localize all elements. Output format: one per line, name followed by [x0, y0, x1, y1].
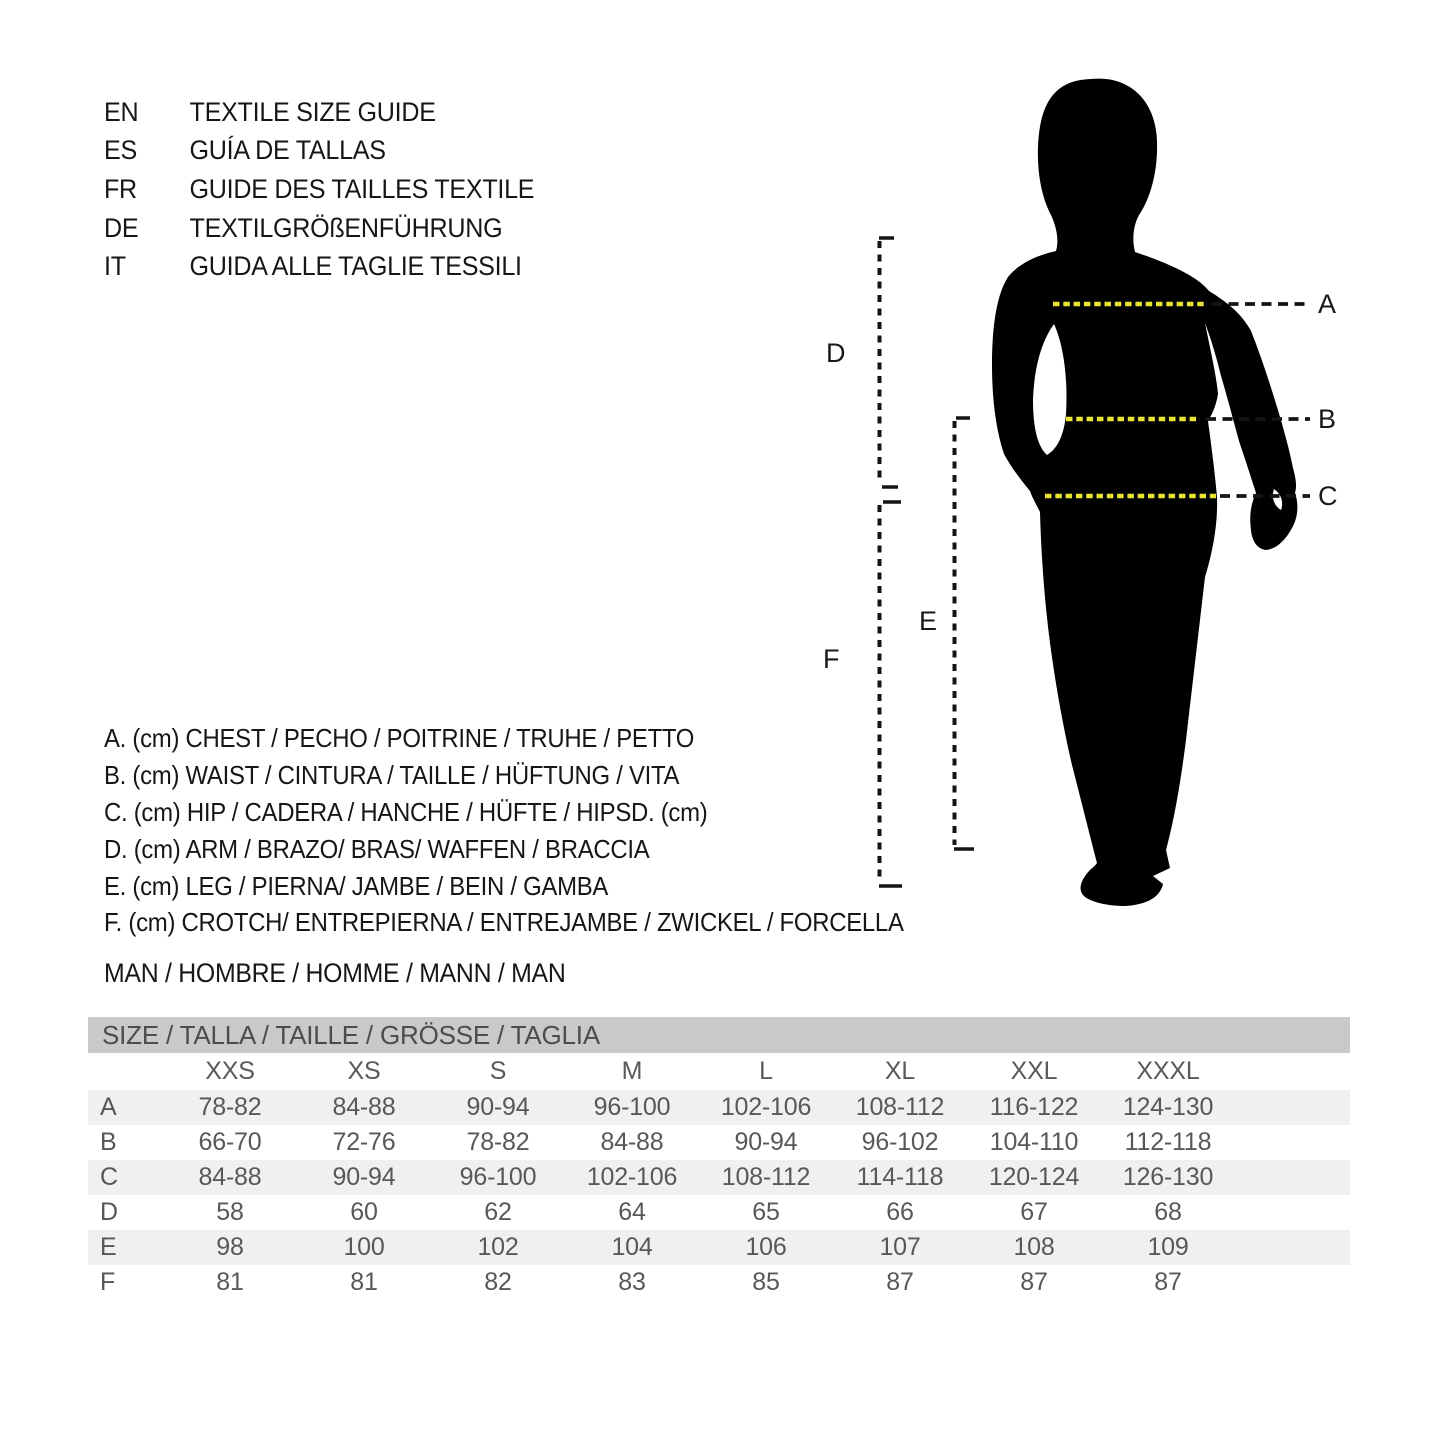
language-code: DE [104, 212, 139, 243]
filler-cell [1235, 1230, 1350, 1265]
size-cell: 81 [350, 1268, 378, 1296]
size-cell: 72-76 [332, 1128, 396, 1156]
size-cell: 62 [484, 1198, 512, 1226]
size-cell: 107 [833, 1230, 967, 1265]
language-title: GUÍA DE TALLAS [189, 135, 386, 166]
row-letter: F [100, 1268, 116, 1296]
table-row-leg [88, 1230, 1350, 1265]
row-letter: E [88, 1230, 163, 1265]
language-code: FR [104, 173, 137, 204]
size-table-header-row [88, 1017, 1350, 1053]
size-cell: 82 [484, 1268, 512, 1296]
legend-item-waist: B. (cm) WAIST / CINTURA / TAILLE / HÜFTUNG / VITA [104, 759, 680, 790]
size-cell: 66-70 [198, 1128, 262, 1156]
legend-item-hip: C. (cm) HIP / CADERA / HANCHE / HÜFTE / HIPSD. (cm) [104, 796, 708, 827]
size-cell: 109 [1101, 1230, 1235, 1265]
size-cell: 60 [350, 1198, 378, 1226]
language-code: ES [104, 135, 137, 166]
table-row-arm [88, 1195, 1350, 1230]
size-cell: 87 [1020, 1268, 1048, 1296]
size-col-header: L [759, 1057, 773, 1085]
size-cell: 66 [886, 1198, 914, 1226]
corner-cell [88, 1053, 163, 1090]
legend-item-arm: D. (cm) ARM / BRAZO/ BRAS/ WAFFEN / BRACCIA [104, 833, 650, 864]
size-cell: 120-124 [967, 1160, 1101, 1195]
size-cell: 78-82 [163, 1090, 297, 1125]
size-cell: 98 [163, 1230, 297, 1265]
filler-cell [1235, 1090, 1350, 1125]
size-cell: 83 [618, 1268, 646, 1296]
size-cell: 64 [618, 1198, 646, 1226]
arm-label: D [826, 338, 846, 368]
size-cell: 96-100 [565, 1090, 699, 1125]
language-code: EN [104, 96, 139, 127]
size-cell: 116-122 [967, 1090, 1101, 1125]
row-letter: A [88, 1090, 163, 1125]
size-columns-row [88, 1053, 1350, 1090]
size-cell: 87 [1154, 1268, 1182, 1296]
size-cell: 104-110 [989, 1128, 1079, 1156]
size-cell: 87 [886, 1268, 914, 1296]
table-row-hip [88, 1160, 1350, 1195]
chest-label: A [1318, 289, 1337, 319]
size-col-header: XS [347, 1057, 381, 1085]
size-cell: 106 [699, 1230, 833, 1265]
size-cell: 114-118 [833, 1160, 967, 1195]
row-letter: D [100, 1198, 118, 1226]
table-row-waist [88, 1125, 1350, 1160]
filler-cell [1235, 1195, 1350, 1230]
size-cell: 108-112 [833, 1090, 967, 1125]
crotch-label: F [823, 644, 840, 674]
size-table [88, 1017, 1350, 1300]
waist-label: B [1318, 404, 1337, 434]
size-cell: 102-106 [565, 1160, 699, 1195]
size-cell: 84-88 [163, 1160, 297, 1195]
size-col-header: XXL [1010, 1057, 1058, 1085]
filler-cell [1235, 1160, 1350, 1195]
language-title: GUIDA ALLE TAGLIE TESSILI [189, 251, 522, 282]
language-code: IT [104, 251, 126, 282]
filler-cell [1235, 1265, 1350, 1300]
size-cell: 81 [216, 1268, 244, 1296]
size-cell: 68 [1154, 1198, 1182, 1226]
size-col-header: XXS [205, 1057, 255, 1085]
size-col-header: XXXL [1136, 1057, 1200, 1085]
size-cell: 100 [297, 1230, 431, 1265]
size-col-header: M [621, 1057, 643, 1085]
size-table-title: SIZE / TALLA / TAILLE / GRÖSSE / TAGLIA [88, 1017, 1350, 1053]
category-line: MAN / HOMBRE / HOMME / MANN / MAN [104, 957, 566, 988]
size-cell: 84-88 [297, 1090, 431, 1125]
size-cell: 85 [752, 1268, 780, 1296]
legend-item-chest: A. (cm) CHEST / PECHO / POITRINE / TRUHE / PETTO [104, 722, 695, 753]
language-title: TEXTILGRÖßENFÜHRUNG [189, 212, 503, 243]
size-cell: 124-130 [1101, 1090, 1235, 1125]
size-cell: 108-112 [699, 1160, 833, 1195]
size-col-header: S [489, 1057, 507, 1085]
filler-cell [1235, 1053, 1350, 1090]
size-cell: 90-94 [297, 1160, 431, 1195]
leg-label: E [919, 606, 938, 636]
filler-cell [1235, 1125, 1350, 1160]
size-cell: 112-118 [1124, 1128, 1212, 1156]
size-cell: 67 [1020, 1198, 1048, 1226]
row-letter: B [100, 1128, 117, 1156]
size-cell: 96-102 [861, 1128, 939, 1156]
size-col-header: XL [884, 1057, 916, 1085]
size-cell: 78-82 [466, 1128, 530, 1156]
table-row-crotch [88, 1265, 1350, 1300]
size-cell: 102 [431, 1230, 565, 1265]
size-cell: 126-130 [1101, 1160, 1235, 1195]
row-letter: C [88, 1160, 163, 1195]
man-silhouette-icon [992, 79, 1297, 906]
size-cell: 104 [565, 1230, 699, 1265]
language-title: GUIDE DES TAILLES TEXTILE [189, 173, 535, 204]
hip-label: C [1318, 481, 1338, 511]
size-cell: 65 [752, 1198, 780, 1226]
size-cell: 58 [216, 1198, 244, 1226]
size-cell: 108 [967, 1230, 1101, 1265]
size-cell: 90-94 [431, 1090, 565, 1125]
size-cell: 84-88 [600, 1128, 664, 1156]
legend-item-leg: E. (cm) LEG / PIERNA/ JAMBE / BEIN / GAMBA [104, 870, 609, 901]
table-row-chest [88, 1090, 1350, 1125]
measurement-legend [104, 720, 904, 941]
legend-item-crotch: F. (cm) CROTCH/ ENTREPIERNA / ENTREJAMBE / ZWICKEL / FORCELLA [104, 907, 904, 938]
size-cell: 90-94 [734, 1128, 798, 1156]
language-title: TEXTILE SIZE GUIDE [189, 96, 436, 127]
size-cell: 96-100 [431, 1160, 565, 1195]
size-cell: 102-106 [699, 1090, 833, 1125]
